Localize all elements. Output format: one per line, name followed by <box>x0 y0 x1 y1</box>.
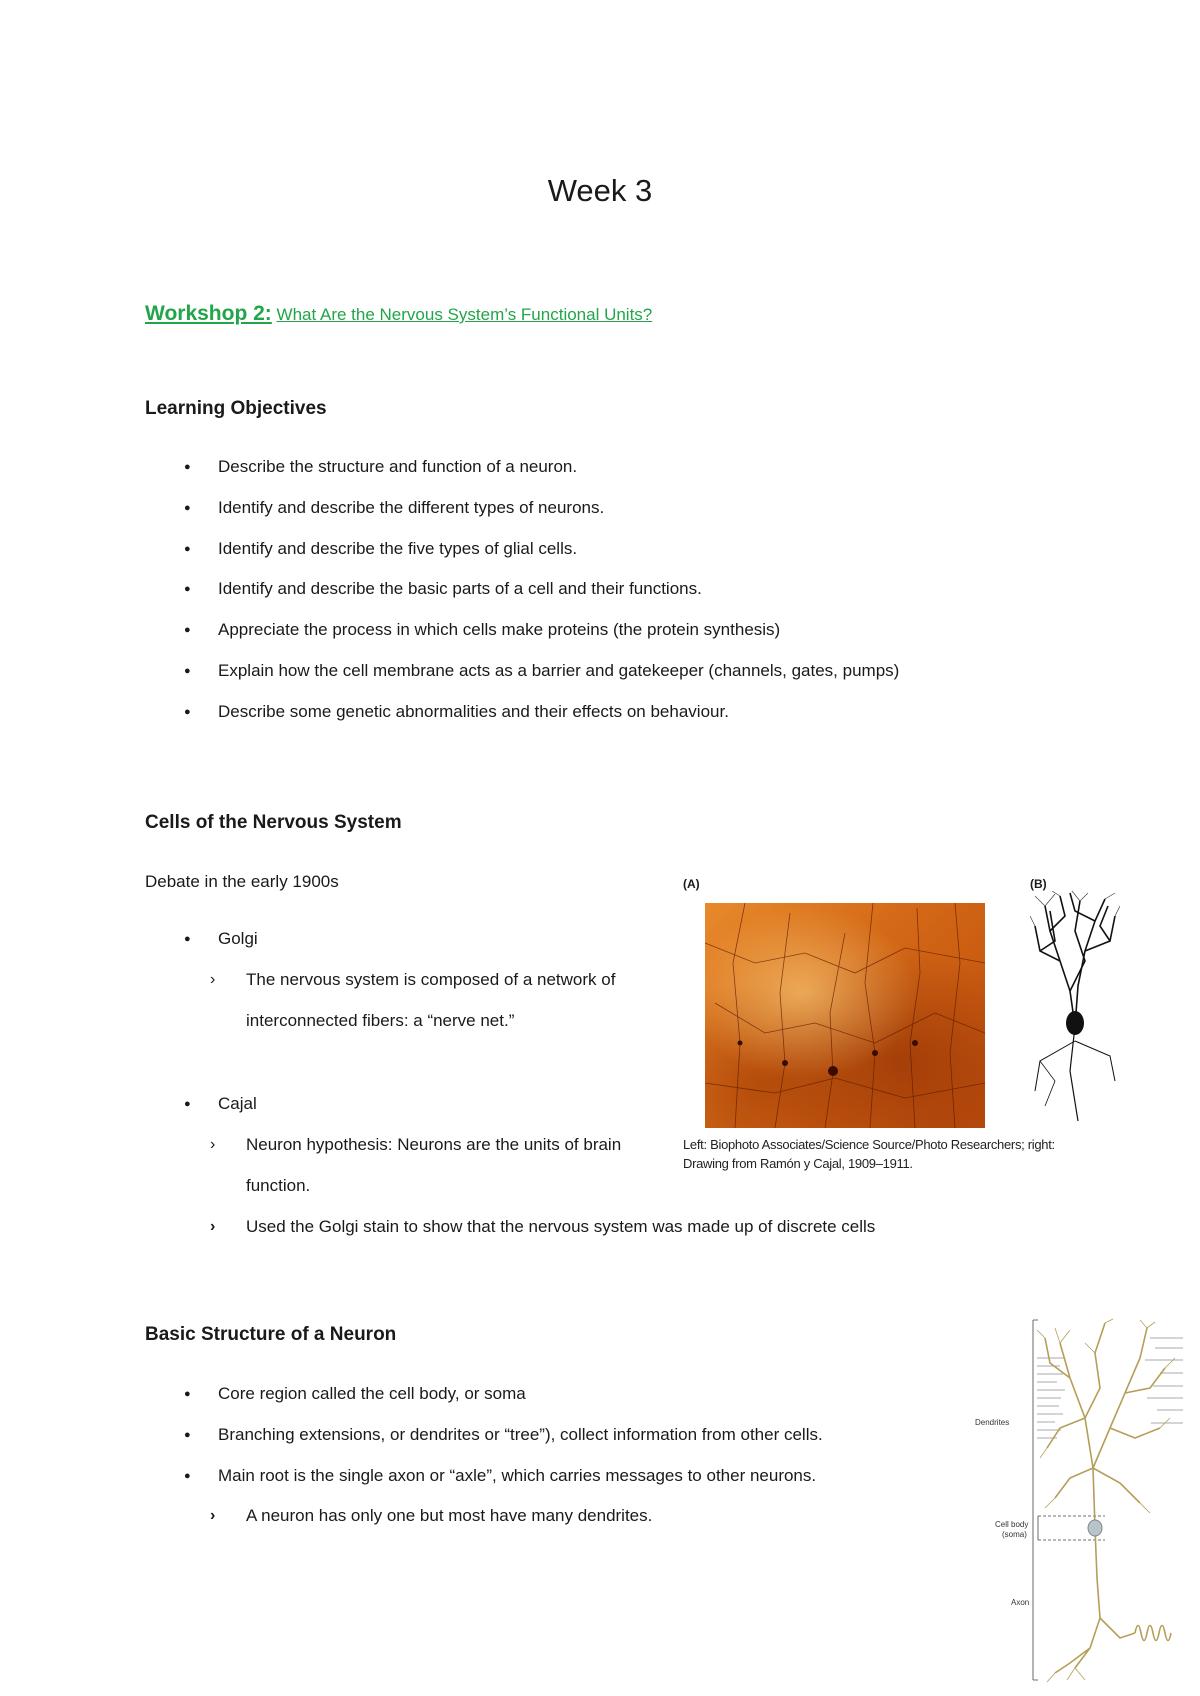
golgi-sub-text: The nervous system is composed of a network of interconnected fibers: a “nerve net.” <box>246 970 616 1030</box>
neuron-sub <box>210 1505 653 1527</box>
soma-label: (soma) <box>1002 1530 1027 1539</box>
figure-label-a: (A) <box>683 877 700 891</box>
arrow-icon: › <box>210 1507 216 1524</box>
neuron-sub-text: A neuron has only one but most have many dendrites. <box>246 1506 653 1525</box>
list-item: ● Core region called the cell body, or soma <box>218 1383 526 1405</box>
cajal-sub-1 <box>210 1124 641 1206</box>
list-item-golgi: ● Golgi <box>218 928 258 950</box>
cells-section-heading: Cells of the Nervous System <box>145 812 402 833</box>
list-item: ● Describe the structure and function of a neuron. <box>218 456 577 478</box>
cajal-sub-2 <box>210 1216 876 1238</box>
list-item: ● Branching extensions, or dendrites or “tree”), collect information from other cells. <box>218 1424 823 1446</box>
golgi-cajal-figure <box>655 873 1117 1183</box>
list-item: ● Identify and describe the five types of glial cells. <box>218 538 577 560</box>
figure-label-b: (B) <box>1030 877 1047 891</box>
workshop-title-link[interactable]: What Are the Nervous System’s Functional Units? <box>276 305 653 324</box>
list-item-cajal: ● Cajal <box>218 1093 257 1115</box>
dendrites-label: Dendrites <box>975 1418 1010 1427</box>
learning-objectives-heading: Learning Objectives <box>145 398 327 419</box>
cells-intro: Debate in the early 1900s <box>145 872 339 891</box>
list-item: ● Describe some genetic abnormalities and their effects on behaviour. <box>218 701 729 723</box>
neuron-structure-figure <box>975 1318 1185 1683</box>
list-item: ● Identify and describe the different types of neurons. <box>218 497 604 519</box>
cajal-sub-1-text: Neuron hypothesis: Neurons are the units of brain function. <box>246 1135 622 1195</box>
cajal-neuron-drawing <box>1030 891 1120 1121</box>
arrow-icon: › <box>210 971 216 988</box>
page-title: Week 3 <box>547 173 653 208</box>
golgi-stain-photo <box>705 903 985 1128</box>
list-item: ● Main root is the single axon or “axle”, which carries messages to other neurons. <box>218 1465 816 1487</box>
workshop-heading <box>145 302 652 326</box>
figure-caption: Left: Biophoto Associates/Science Source/Photo Researchers; right: Drawing from Ramón y Cajal, 1909–1911. <box>683 1137 1055 1171</box>
list-item: ● Explain how the cell membrane acts as a barrier and gatekeeper (channels, gates, pumps) <box>218 660 899 682</box>
list-item: ● Identify and describe the basic parts of a cell and their functions. <box>218 578 702 600</box>
axon-label: Axon <box>1011 1598 1030 1607</box>
golgi-sub <box>210 959 641 1041</box>
workshop-label: Workshop 2: <box>145 302 272 325</box>
neuron-diagram <box>975 1318 1185 1683</box>
cell-body-label: Cell body <box>995 1520 1029 1529</box>
neuron-section-heading: Basic Structure of a Neuron <box>145 1324 397 1345</box>
list-item: ● Appreciate the process in which cells make proteins (the protein synthesis) <box>218 619 780 641</box>
arrow-icon: › <box>210 1136 216 1153</box>
arrow-icon: › <box>210 1218 216 1235</box>
cajal-sub-2-text: Used the Golgi stain to show that the nervous system was made up of discrete cells <box>246 1217 876 1236</box>
